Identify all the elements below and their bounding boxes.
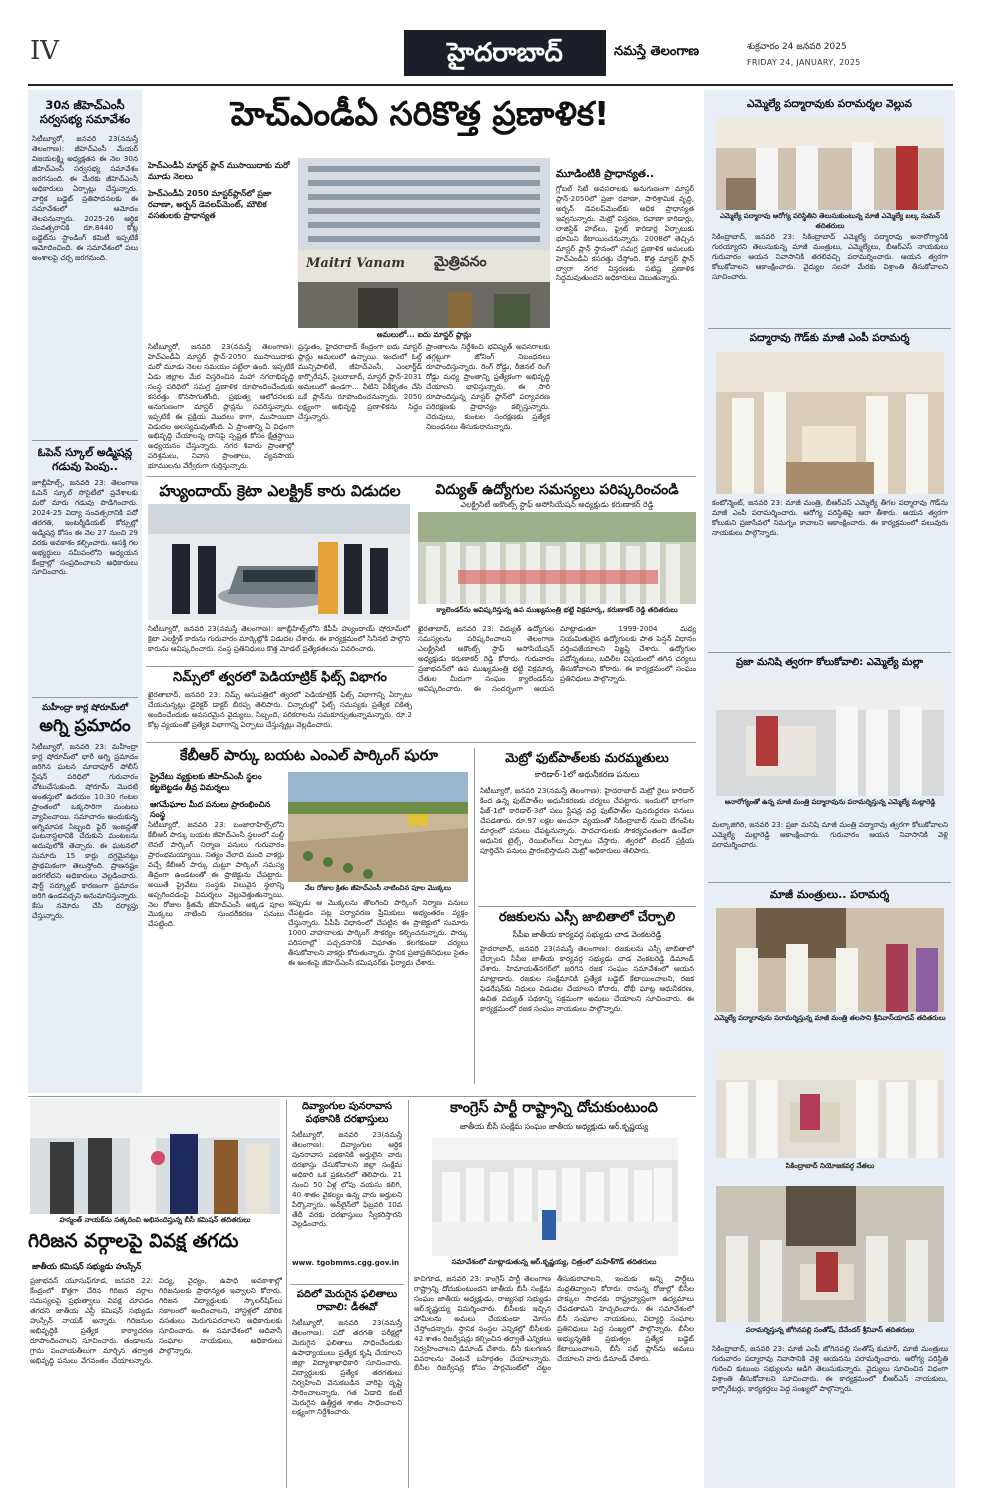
lead-photo: [298, 158, 550, 328]
congress-body: కాచిగూడ, జనవరి 23: కాంగ్రెస్ పార్టీ తెలంగాణ రాష్ట్రాన్ని దోచుకుంటుందని జాతీయ బీసీ సంక్షేమ సంఘం జాతీయ అధ్యక్షుడు, రాజ్యసభ సభ్యుడు ఆర్.కృష్ణయ్య విమర్శించారు. బీసీలకు ఇచ్చిన హామీలను అమలు చేయకుండా మోసం చేస్తోందన్నారు. స్థానిక సంస్థల ఎన్నికల్లో బీసీలకు 42 శాతం రిజర్వేషన్లు కల్పించిన తర్వాతే ఎన్నికలు నిర్వహించాలని డిమాండ్ చేశారు. బీసీ కులగణన వివరాలను వెంటనే బహిర్గతం చేయాలన్నారు. బీసీల రిజర్వేషన్ల కోసం పార్లమెంట్‌లో చట్టం తీసుకురావాలని, ఇందుకు అన్ని పార్టీలు మద్దతివ్వాలని కోరారు. రానున్న రోజుల్లో బీసీల హక్కుల సాధనకు రాష్ట్రవ్యాప్తంగా ఉద్యమాలు చేపడతామని హెచ్చరించారు. ఈ సమావేశంలో బీసీ సంఘాల నాయకులు, విద్యార్థి సంఘాల ప్రతినిధులు పెద్ద సంఖ్యలో పాల్గొన్నారు. బీసీల అభ్యున్నతికి ప్రభుత్వం ప్రత్యేక బడ్జెట్ కేటాయించాలని, బీసీ సబ్ ప్లాన్‌ను అమలు చేయాలని వారు డిమాండ్ చేశారు.: [414, 1274, 694, 1373]
kbr-body-2: ఇప్పుడు ఆ మొక్కలను తొలగించి పార్కింగ్ నిర్మాణ పనులు చేపట్టడం పట్ల పర్యావరణ ప్రేమికులు అభ్యంతరం వ్యక్తం చేస్తున్నారు. పీపీపీ విధానంలో చేపట్టిన ఈ ప్రాజెక్టులో సుమారు 1000 వాహనాలకు పార్కింగ్ సౌకర్యం కల్పించనున్నారు. పార్కు పరిసరాల్లో పచ్చదనానికి విఘాతం కలగకుండా చర్యలు తీసుకోవాలని వాకర్లు కోరుతున్నారు. స్థానిక ప్రజాప్రతినిధులు సైతం ఈ అంశంపై జీహెచ్‌ఎంసీ కమిషనర్‌కు ఫిర్యాదు చేశారు.: [288, 898, 468, 967]
building-sign: Maitri Vanam: [306, 256, 406, 271]
disabled-web: www. tgobmms.cgg.gov.in: [292, 1258, 400, 1267]
electricity-headline: విద్యుత్ ఉద్యోగుల సమస్యలు పరిష్కరించండి: [435, 482, 679, 498]
right-story6-body: సికింద్రాబాద్, జనవరి 23: మాజీ ఎంపీ జోగినపల్లి సంతోష్ కుమార్, మాజీ మంత్రులు గురువారం పద్మారావు నివాసానికి వెళ్లి ఆయనను పరామర్శించారు. ఆరోగ్య పరిస్థితి గురించి కుటుంబ సభ్యులను అడిగి తెలుసుకున్నారు. వైద్యులు సూచించిన విధంగా విశ్రాంతి తీసుకోవాలని సూచించారు. ఈ కార్యక్రమంలో బీఆర్‌ఎస్ నాయకులు, కార్పొరేటర్లు, కార్యకర్తలు పెద్ద సంఖ్యలో పాల్గొన్నారు.: [712, 1344, 948, 1393]
rajaka-deck: సీపీఐ జాతీయ కార్యవర్గ సభ్యుడు చాడ వెంకటరెడ్డి: [512, 930, 662, 939]
electricity-deck: ఎలక్ట్రిసిటీ అకౌంట్స్ స్టాఫ్ అసోసియేషన్ అధ్యక్షుడు కరుణాకర్ రెడ్డి: [460, 500, 654, 509]
right-story2-title: పద్మారావు గౌడ్‌కు మాజీ ఎంపీ పరామర్శ: [749, 332, 910, 344]
right-caption-3: అనారోగ్యంతో ఉన్న మాజీ మంత్రి పద్మారావును పరామర్శిస్తున్న ఎమ్మెల్యే మల్లారెడ్డి: [724, 798, 936, 806]
right-story3-title: ప్రజా మనిషి త్వరగా కోలుకోవాలి: ఎమ్మెల్యే మల్లా: [736, 657, 923, 668]
left-story1-body: సిటీబ్యూరో, జనవరి 23(నమస్తే తెలంగాణ): జీహెచ్‌ఎంసీ మేయర్ విజయలక్ష్మి అధ్యక్షతన ఈ నెల 30న జీహెచ్‌ఎంసీ సర్వసభ్య సమావేశం జరగనుంది. ఈ మేరకు జీహెచ్‌ఎంసీ అధికారులు ఏర్పాట్లు చేస్తున్నారు. వార్షిక బడ్జెట్ ప్రతిపాదనలకు ఈ సమావేశంలో ఆమోదం తెలపనున్నారు. 2025-26 ఆర్థిక సంవత్సరానికి రూ.8440 కోట్ల బడ్జెట్‌ను స్టాండింగ్ కమిటీ ఇప్పటికే ఆమోదించింది. ఈ సమావేశంలో పలు అంశాలపై చర్చ జరగనుంది.: [32, 134, 138, 263]
lead-body-4: గ్లోబల్ సిటీ అవసరాలకు అనుగుణంగా మాస్టర్ ప్లాన్-2050లో ప్రజా రవాణా, పారిశ్రామిక వృద్ధి, అర్బన్ డెవలప్‌మెంట్‌కు అధిక ప్రాధాన్యత ఇవ్వనున్నారు. మెట్రో విస్తరణ, రవాణా కారిడార్లు, లాజిస్టిక్ హబ్‌లు, ఫ్రైట్ కారిడార్ల ఏర్పాటుకు భూమిని కేటాయించనున్నారు. 2008లో తెచ్చిన మాస్టర్ ప్లాన్ స్థానంలో సమగ్ర ప్రణాళిక అమలుకు హెచ్‌ఎండీఏ కసరత్తు చేస్తోంది. కొత్త మాస్టర్ ప్లాన్ ద్వారా నగర విస్తరణకు పటిష్ట ప్రణాళిక సిద్ధమవుతుందని అధికారులు చెబుతున్నారు.: [556, 184, 694, 283]
right-photo-5: [716, 1050, 944, 1158]
lead-body-1: సిటీబ్యూరో, జనవరి 23(నమస్తే తెలంగాణ): హెచ్‌ఎండీఏ మాస్టర్ ప్లాన్-2050 ముసాయిదాకు మరో మూడు నెలల సమయం పట్టేలా ఉంది. ఇప్పటికే ఏడు జిల్లాల మేర విస్తరించిన మహా నగరాభివృద్ధి సంస్థ పరిధిలో సమగ్ర ప్రణాళిక రూపొందించేందుకు కసరత్తు కొనసాగుతోంది. ప్రభుత్వ ఆలోచనలకు అనుగుణంగా మాస్టర్ ప్లాన్లను సవరిస్తున్నారు. ఇప్పటికే ఈ ప్రక్రియ మొదలు కాగా, ముసాయిదా విడుదల ఆలస్యమవుతోంది. ఏ ప్రాంతాన్ని ఏ విధంగా అభివృద్ధి చేయాలన్న దానిపై స్పష్టత కోసం క్షేత్రస్థాయి అధ్యయనం చేస్తున్నారు. నగర శివారు ప్రాంతాల్లో పరిశ్రమలు, నివాస ప్రాంతాలు, వ్యవసాయ భూములను వేర్వేరుగా గుర్తిస్తున్నారు.: [148, 342, 294, 470]
hyundai-headline: హ్యుందాయ్ క్రెటా ఎలక్ట్రిక్ కారు విడుదల: [159, 482, 401, 500]
congress-headline: కాంగ్రెస్ పార్టీ రాష్ట్రాన్ని దోచుకుంటుంది: [450, 1100, 658, 1116]
right-story3-body: మల్కాజిగిరి, జనవరి 23: ప్రజా మనిషి మాజీ మంత్రి పద్మారావు త్వరగా కోలుకోవాలని ఎమ్మెల్యే మల్లారెడ్డి ఆకాంక్షించారు. గురువారం ఆయన నివాసానికి వెళ్లి పరామర్శించారు.: [712, 820, 948, 849]
congress-photo: [432, 1138, 678, 1256]
tenth-headline: పదిలో మెరుగైన ఫలితాలు రావాలి: డీఈవో: [296, 1289, 398, 1313]
lead-body-3: ప్రాంతాలను నిర్దేశించి భవిష్యత్ అవసరాలకు తగ్గట్టుగా జోనింగ్ నిబంధనలు రూపొందిస్తున్నారు. రింగ్ రోడ్డు, రీజినల్ రింగ్ రోడ్డు మధ్య ప్రాంతాన్ని ప్రత్యేకంగా అభివృద్ధి చేయాలని భావిస్తున్నారు. ఈ సారి రూపొందిస్తున్న మాస్టర్ ప్లాన్‌లో పర్యావరణ పరిరక్షణకు ప్రాధాన్యం కల్పిస్తున్నారు. చెరువులు, కుంటల సంరక్షణకు ప్రత్యేక నిబంధనలు తీసుకురానున్నారు.: [426, 342, 550, 431]
right-story1-body: సికింద్రాబాద్, జనవరి 23: సికింద్రాబాద్ ఎమ్మెల్యే పద్మారావు అనారోగ్యానికి గురయ్యారని తెలుసుకున్న మాజీ మంత్రులు, ఎమ్మెల్యేలు, బీఆర్‌ఎస్ నాయకులు గురువారం ఆయన నివాసానికి తరలివచ్చి పరామర్శించారు. ఆయన త్వరగా కోలుకోవాలని ఆకాంక్షించారు. వైద్యుల సలహా మేరకు విశ్రాంతి తీసుకోవాలని సూచించారు.: [712, 232, 948, 281]
lead-body-2: ప్రస్తుతం, హైదరాబాద్ కేంద్రంగా ఐదు మాస్టర్ ప్లాన్లు అమలులో ఉన్నాయి. ఇందులో ఓల్డ్ మున్సిపాలిటీ, జీహెచ్‌ఎంసీ, ఎంలార్జ్‌డ్ కార్పొరేషన్, సైబరాబాద్, మాస్టర్ ప్లాన్-2031 అమలులో ఉండగా... వీటిని ఏకీకృతం చేసి ఒకే ప్లాన్‌ను రూపొందించనున్నారు. 2050 లక్ష్యంగా అభివృద్ధి ప్రణాళికను సిద్ధం చేస్తున్నారు.: [298, 342, 422, 421]
kbr-caption: నేల రోజుల క్రితం జీహెచ్‌ఎంసీ నాటించిన పూల మొక్కలు: [304, 884, 452, 892]
kbr-bullet-2: ఆగమేఘాల మీద పనులు ప్రారంభించిన సంస్థ: [150, 799, 271, 820]
left-story3-kicker: మహీంద్రా కార్ల షోరూమ్‌లో: [42, 703, 128, 713]
metro-headline: మెట్రో ఫుట్‌పాత్‌లకు మరమ్మతులు: [505, 750, 669, 765]
right-photo-1: [716, 118, 944, 210]
electricity-photo: [418, 512, 696, 604]
nims-body: ఖైరతాబాద్, జనవరి 23: నిమ్స్ ఆసుపత్రిలో త్వరలో పెడియాట్రిక్ ఫిట్స్ విభాగాన్ని ఏర్పాటు చేయనున్నట్లు డైరెక్టర్ డాక్టర్ బీరప్ప తెలిపారు. చిన్నారుల్లో ఫిట్స్ సమస్యకు ప్రత్యేక చికిత్స అందించేందుకు అవసరమైన వైద్యులు, సిబ్బంది, పరికరాలను సమకూర్చుతున్నామన్నారు. రూ.2 కోట్ల వ్యయంతో ప్రత్యేక విభాగాన్ని ఏర్పాటు చేస్తున్నట్లు వెల్లడించారు.: [148, 690, 412, 729]
tribal-photo: [30, 1098, 280, 1214]
date-telugu: శుక్రవారం 24 జనవరి 2025: [747, 42, 847, 52]
rajaka-body: హైదరాబాద్, జనవరి 23(నమస్తే తెలంగాణ): రజకులను ఎస్సీ జాబితాలో చేర్చాలని సీపీఐ జాతీయ కార్యవర్గ సభ్యుడు చాడ వెంకటరెడ్డి డిమాండ్ చేశారు. హిమాయత్‌నగర్‌లో జరిగిన రజక సంఘం సమావేశంలో ఆయన మాట్లాడారు. రజకుల సంక్షేమానికి ప్రత్యేక బడ్జెట్ కేటాయించాలని, రజక ఫెడరేషన్‌కు నిధులు విడుదల చేయాలని కోరారు. దోభీ ఘాట్ల ఆధునీకరణ, ఉచిత విద్యుత్ పథకాన్ని సక్రమంగా అమలు చేయాలని సూచించారు. ఈ కార్యక్రమంలో రజక సంఘం నాయకులు పాల్గొన్నారు.: [480, 944, 694, 1013]
right-caption-4: ఎమ్మెల్యే పద్మారావును పరామర్శిస్తున్న మాజీ మంత్రి తలసాని శ్రీనివాస్‌యాదవ్ తదితరులు: [714, 1014, 946, 1022]
lead-photo-caption: అమలులో... ఐదు మాస్టర్ ప్లాన్లు: [376, 330, 472, 339]
right-caption-6: పరామర్శిస్తున్న జోగినపల్లి సంతోష్, దేవేందర్ శ్రీనివాస్ తదితరులు: [745, 1326, 915, 1334]
kbr-bullet-1: ప్రైవేటు వ్యక్తులకు జీహెచ్‌ఎంసీ స్థలం కట్టబెట్టడం తీవ్ర విమర్శలు: [150, 772, 262, 792]
lead-headline: హెచ్‌ఎండీఏ సరికొత్త ప్రణాళిక!: [230, 94, 610, 133]
kbr-bullets: [150, 772, 282, 821]
congress-caption: సమావేశంలో మాట్లాడుతున్న ఆర్.కృష్ణయ్య, చిత్రంలో మహేశ్‌గౌడ్ తదితరులు: [451, 1258, 657, 1266]
section-title: హైదరాబాద్: [447, 38, 563, 68]
kbr-body-1: సిటీబ్యూరో, జనవరి 23: బంజారాహిల్స్‌లోని కేబీఆర్ పార్కు బయట జీహెచ్‌ఎంసీ స్థలంలో మల్టీ లెవల్ పార్కింగ్ నిర్మాణ పనులు గురువారం ప్రారంభమయ్యాయి. నిత్యం వేలాది మంది వాకర్లు వచ్చే కేబీఆర్ పార్కు చుట్టూ పార్కింగ్ సమస్య తీవ్రంగా ఉండటంతో ఈ ప్రాజెక్టును చేపట్టారు. అయితే ప్రైవేటు సంస్థకు విలువైన స్థలాన్ని అప్పగించడంపై విమర్శలు వెల్లువెత్తుతున్నాయి. నెల రోజుల క్రితమే జీహెచ్‌ఎంసీ అక్కడ పూల మొక్కలు నాటించి సుందరీకరణ పనులు చేపట్టింది.: [148, 820, 284, 929]
rajaka-headline: రజకులను ఎస్సీ జాబితాలో చేర్చాలి: [498, 910, 676, 925]
date-english: FRIDAY 24, JANUARY, 2025: [747, 58, 861, 67]
right-photo-6: [716, 1186, 944, 1322]
paper-name: నమస్తే తెలంగాణ: [614, 44, 700, 59]
right-photo-2: [716, 352, 944, 494]
tenth-body: సిటీబ్యూరో, జనవరి 23(నమస్తే తెలంగాణ): పదో తరగతి పరీక్షల్లో మెరుగైన ఫలితాలు సాధించేందుకు ఉపాధ్యాయులు ప్రత్యేక కృషి చేయాలని జిల్లా విద్యాశాఖాధికారి సూచించారు. విద్యార్థులకు ప్రత్యేక తరగతులు నిర్వహించి వెనుకబడిన వారిపై దృష్టి సారించాలన్నారు. గత ఏడాది కంటే మెరుగైన ఉత్తీర్ణత శాతం సాధించాలని లక్ష్యంగా నిర్దేశించారు.: [292, 1318, 402, 1417]
lead-deck-1: హెచ్‌ఎండీఏ మాస్టర్ ప్లాన్ ముసాయిదాకు మరో మూడు నెలలు: [148, 161, 290, 182]
electricity-body: ఖైరతాబాద్, జనవరి 23: విద్యుత్ ఉద్యోగుల సమస్యలను పరిష్కరించాలని తెలంగాణ ఎలక్ట్రిసిటీ అకౌంట్స్ స్టాఫ్ అసోసియేషన్ అధ్యక్షుడు కరుణాకర్ రెడ్డి కోరారు. గురువారం ప్రజాభవన్‌లో ఉప ముఖ్యమంత్రి భట్టి విక్రమార్క చేతుల మీదుగా సంఘం క్యాలెండర్‌ను ఆవిష్కరించారు. ఈ సందర్భంగా ఆయన మాట్లాడుతూ 1999-2004 మధ్య నియమితులైన ఉద్యోగులకు పాత పెన్షన్ విధానం వర్తింపజేయాలని విజ్ఞప్తి చేశారు. ఉద్యోగుల పదోన్నతులు, బదిలీల విషయంలో తగిన చర్యలు తీసుకోవాలని కోరారు. ఈ కార్యక్రమంలో సంఘం ప్రతినిధులు పాల్గొన్నారు.: [418, 624, 696, 693]
right-story2-body: కంటోన్మెంట్, జనవరి 23: మాజీ మంత్రి, బీఆర్‌ఎస్ ఎమ్మెల్యే తీగల పద్మారావు గౌడ్‌ను మాజీ ఎంపీ పరామర్శించారు. ఆరోగ్య పరిస్థితిపై ఆరా తీశారు. ఆయన త్వరగా కోలుకుని ప్రజాసేవలో నిమగ్నం కావాలని ఆకాంక్షించారు. ఈ కార్యక్రమంలో పలువురు నాయకులు పాల్గొన్నారు.: [712, 498, 948, 537]
right-caption-5: సికింద్రాబాద్ నియోజకవర్గ నేతలు: [785, 1162, 875, 1170]
left-story3-body: సిటీబ్యూరో, జనవరి 23: మహీంద్రా కార్ల షోరూమ్‌లో భారీ అగ్ని ప్రమాదం జరిగిన ఘటన మాదాపూర్ పోలీస్ స్టేషన్ పరిధిలో గురువారం చోటుచేసుకుంది. షోరూమ్ మొదటి అంతస్తులో ఉదయం 10.30 గంటల ప్రాంతంలో ఒక్కసారిగా మంటలు వ్యాపించాయి. సమాచారం అందుకున్న అగ్నిమాపక సిబ్బంది ఫైర్ ఇంజన్లతో ఘటనాస్థలానికి చేరుకుని మంటలను అదుపులోకి తెచ్చారు. ఈ ఘటనలో సుమారు 15 కార్లు దగ్ధమైనట్లు ప్రాథమికంగా తెలుస్తోంది. ప్రాణనష్టం జరగలేదని అధికారులు వెల్లడించారు. షార్ట్ సర్క్యూట్ కారణంగా ప్రమాదం జరిగి ఉండవచ్చని అనుమానిస్తున్నారు. కేసు నమోదు చేసి దర్యాప్తు చేస్తున్నారు.: [32, 742, 138, 920]
left-story3-title: అగ్ని ప్రమాదం: [39, 716, 131, 736]
right-story1-title: ఎమ్మెల్యే పద్మారావుకు పరామర్శల వెల్లువ: [747, 98, 912, 110]
right-story4-title: మాజీ మంత్రులు.. పరామర్శ: [769, 888, 890, 901]
lead-deck: [148, 160, 294, 221]
tribal-bullet: జాతీయ కమిషన్ సభ్యుడు హుస్సేన్: [32, 1262, 142, 1271]
tribal-body: ప్రజాభవన్ యూసుఫ్‌గూడ, జనవరి 22: కేంద్రంలో కొత్తగా చేరిన గిరిజన వర్గాల సమస్యలపై ప్రభుత్వాలు వివక్ష చూపడం తగదని జాతీయ ఎస్టీ కమిషన్ సభ్యుడు హుస్సేన్ నాయక్ అన్నారు. గిరిజనుల అభివృద్ధికి ప్రత్యేక కార్యాచరణ రూపొందించాలని సూచించారు. తండాలను గ్రామ పంచాయతీలుగా మార్చిన తర్వాత అభివృద్ధి పనులు వేగవంతం చేయాలన్నారు. విద్య, వైద్యం, ఉపాధి అవకాశాల్లో గిరిజనులకు ప్రాధాన్యత ఇవ్వాలని కోరారు. గిరిజన విద్యార్థులకు స్కాలర్‌షిప్‌లు సకాలంలో అందించాలని, హాస్టళ్లలో మౌలిక వసతులు మెరుగుపరచాలని అధికారులకు సూచించారు. ఈ సమావేశంలో ఆదివాసీ సంఘాల నాయకులు, అధికారులు పాల్గొన్నారు.: [30, 1276, 282, 1365]
hyundai-photo: [148, 504, 410, 620]
lead-subhead: మూడింటికి ప్రాధాన్యత..: [556, 168, 654, 180]
metro-body: సిటీబ్యూరో, జనవరి 23(నమస్తే తెలంగాణ): హైదరాబాద్ మెట్రో రైలు కారిడార్ కింద ఉన్న ఫుట్‌పాత్‌ల అధునీకరణకు చర్యలు చేపట్టారు. ఇందులో భాగంగా ఫేజ్-1లో కారిడార్-3లో పలు స్టేషన్ల వద్ద ఫుట్‌పాత్‌ల పునరుద్ధరణ పనులు చేపడతారు. రూ.97 లక్షల అంచనా వ్యయంతో సికింద్రాబాద్ నుంచి బేగంపేట మార్గంలో పనులు చేపట్టనున్నారు. పాదచారులకు సౌకర్యవంతంగా ఉండేలా ఆధునిక టైల్స్, రెయిలింగ్‌లు ఏర్పాటు చేస్తారు. త్వరలో టెండర్ ప్రక్రియ పూర్తిచేసి పనులు ప్రారంభిస్తామని మెట్రో అధికారులు తెలిపారు.: [480, 786, 694, 855]
right-photo-4: [716, 908, 944, 1012]
electricity-caption: క్యాలెండర్‌ను ఆవిష్కరిస్తున్న ఉప ముఖ్యమంత్రి భట్టి విక్రమార్క, కరుణాకర్ రెడ్డి తదితరులు: [436, 606, 678, 614]
kbr-headline: కేబీఆర్ పార్కు బయట ఎంఎల్ పార్కింగ్ షురూ: [180, 748, 438, 764]
nims-headline: నిమ్స్‌లో త్వరలో పెడియాట్రిక్ ఫిట్స్ విభాగం: [172, 670, 388, 685]
lead-deck-2: హెచ్‌ఎండీఏ 2050 మాస్టర్‌ప్లాన్‌లో ప్రజా రవాణా, అర్బన్ డెవలప్‌మెంట్, మౌలిక వసతులకు ప్రాధాన్యత: [148, 189, 272, 221]
right-caption-1: ఎమ్మెల్యే పద్మారావు ఆరోగ్య పరిస్థితిని తెలుసుకుంటున్న మాజీ ఎమ్మెల్యే బల్క సుమన్ తదితరులు: [719, 212, 941, 230]
right-photo-3: [716, 676, 944, 796]
hyundai-body: సిటీబ్యూరో, జనవరి 23(నమస్తే తెలంగాణ): జూబ్లీహిల్స్‌లోని కేపీపీ హ్యుందాయ్ షోరూమ్‌లో క్రెటా ఎలక్ట్రిక్ కారును గురువారం మార్కెట్లోకి విడుదల చేశారు. ఈ కార్యక్రమంలో సినీనటి పాల్గొని కారును ఆవిష్కరించారు. సంస్థ ప్రతినిధులు కొత్త మోడల్ ప్రత్యేకతలను వివరించారు.: [148, 624, 410, 653]
tribal-caption: హన్మంత్ నాయక్‌ను సత్కరించి అభినందిస్తున్న బీసీ కమిషన్ తదితరులు: [59, 1216, 251, 1224]
page-number: IV: [30, 36, 60, 66]
congress-deck: జాతీయ బీసీ సంక్షేమ సంఘం జాతీయ అధ్యక్షుడు ఆర్.కృష్ణయ్య: [459, 1122, 649, 1131]
kbr-photo: [288, 772, 468, 882]
building-sign-telugu: మైత్రివనం: [434, 254, 487, 270]
masthead: [0, 0, 981, 84]
left-story1-title: 30న జీహెచ్‌ఎంసీ సర్వసభ్య సమావేశం: [39, 98, 131, 127]
disabled-headline: దివ్యాంగుల పునరావాస పథకానికి దరఖాస్తులు: [301, 1101, 393, 1125]
disabled-body: సిటీబ్యూరో, జనవరి 23(నమస్తే తెలంగాణ): దివ్యాంగుల ఆర్థిక పునరావాస పథకానికి అర్హులైన వారు దరఖాస్తు చేసుకోవాలని జిల్లా సంక్షేమ అధికారి ఒక ప్రకటనలో తెలిపారు. 21 నుంచి 50 ఏళ్ల లోపు వయసు కలిగి, 40 శాతం వైకల్యం ఉన్న వారు అర్హులని పేర్కొన్నారు. ఆన్‌లైన్‌లో ఫిబ్రవరి 10వ తేదీ వరకు దరఖాస్తులు స్వీకరిస్తారని వెల్లడించారు.: [292, 1130, 402, 1229]
left-story2-body: జూబ్లీహిల్స్, జనవరి 23: తెలంగాణ ఓపెన్ స్కూల్ సొసైటీలో ప్రవేశాలకు మరో మారు గడువు పొడిగించారు. 2024-25 విద్యా సంవత్సరానికి పదో తరగతి, ఇంటర్మీడియట్ కోర్సుల్లో అడ్మిషన్ల కోసం ఈ నెల 27 నుంచి 29 వరకు అవకాశం కల్పించారు. ఆసక్తి గల అభ్యర్థులు సమీపంలోని అధ్యయన కేంద్రాల్లో సంప్రదించాలని అధికారులు సూచించారు.: [32, 478, 138, 577]
left-story2-title: ఓపెన్ స్కూల్ అడ్మిషన్ల గడువు పెంపు..: [37, 446, 133, 473]
metro-deck: కారిడార్-1లో అధునీకరణ పనులు: [534, 770, 640, 779]
tribal-headline: గిరిజన వర్గాలపై వివక్ష తగదు: [28, 1230, 239, 1252]
